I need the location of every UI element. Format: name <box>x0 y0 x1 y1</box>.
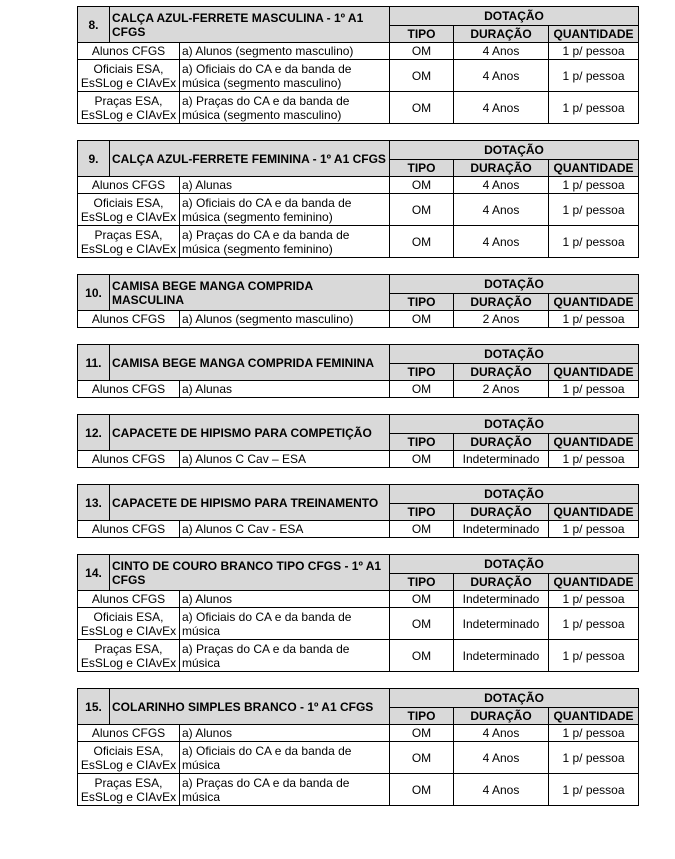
quantidade-cell: 1 p/ pessoa <box>549 60 639 92</box>
tipo-cell: OM <box>390 774 454 806</box>
duracao-header: DURAÇÃO <box>454 160 549 177</box>
beneficiary-cell: Alunos CFGS <box>78 177 180 194</box>
description-cell: a) Oficiais do CA e da banda de música (segmento masculino) <box>180 60 390 92</box>
quantidade-header: QUANTIDADE <box>549 708 639 725</box>
duracao-cell: 4 Anos <box>454 194 549 226</box>
quantidade-cell: 1 p/ pessoa <box>549 774 639 806</box>
dotacao-header: DOTAÇÃO <box>390 345 639 364</box>
dotacao-header: DOTAÇÃO <box>390 141 639 160</box>
duracao-header: DURAÇÃO <box>454 294 549 311</box>
quantidade-header: QUANTIDADE <box>549 364 639 381</box>
table-row <box>78 311 639 328</box>
quantidade-header: QUANTIDADE <box>549 26 639 43</box>
item-number: 10. <box>78 275 110 311</box>
quantidade-header: QUANTIDADE <box>549 434 639 451</box>
dotacao-header: DOTAÇÃO <box>390 275 639 294</box>
duracao-header: DURAÇÃO <box>454 504 549 521</box>
duracao-cell: 4 Anos <box>454 177 549 194</box>
description-cell: a) Praças do CA e da banda de música (segmento masculino) <box>180 92 390 124</box>
tipo-cell: OM <box>390 311 454 328</box>
description-cell: a) Alunos <box>180 591 390 608</box>
quantidade-cell: 1 p/ pessoa <box>549 43 639 60</box>
table-row <box>78 591 639 608</box>
tipo-cell: OM <box>390 92 454 124</box>
table-row <box>78 43 639 60</box>
description-cell: a) Alunas <box>180 177 390 194</box>
duracao-cell: 4 Anos <box>454 742 549 774</box>
dotacao-header: DOTAÇÃO <box>390 485 639 504</box>
description-cell: a) Praças do CA e da banda de música (segmento feminino) <box>180 226 390 258</box>
quantidade-cell: 1 p/ pessoa <box>549 226 639 258</box>
beneficiary-cell: Oficiais ESA, EsSLog e CIAvEx <box>78 742 180 774</box>
quantidade-cell: 1 p/ pessoa <box>549 92 639 124</box>
beneficiary-cell: Alunos CFGS <box>78 521 180 538</box>
item-table-12 <box>77 414 639 468</box>
tipo-cell: OM <box>390 381 454 398</box>
duracao-header: DURAÇÃO <box>454 26 549 43</box>
tipo-cell: OM <box>390 60 454 92</box>
item-title: CAPACETE DE HIPISMO PARA COMPETIÇÃO <box>110 415 390 451</box>
description-cell: a) Oficiais do CA e da banda de música <box>180 742 390 774</box>
tipo-cell: OM <box>390 640 454 672</box>
table-row <box>78 60 639 92</box>
item-table-10 <box>77 274 639 328</box>
item-title: CALÇA AZUL-FERRETE FEMININA - 1º A1 CFGS <box>110 141 390 177</box>
item-number: 14. <box>78 555 110 591</box>
tipo-cell: OM <box>390 591 454 608</box>
tipo-cell: OM <box>390 177 454 194</box>
table-row <box>78 381 639 398</box>
beneficiary-cell: Alunos CFGS <box>78 591 180 608</box>
tipo-cell: OM <box>390 725 454 742</box>
description-cell: a) Praças do CA e da banda de música <box>180 774 390 806</box>
description-cell: a) Alunos C Cav - ESA <box>180 521 390 538</box>
quantidade-cell: 1 p/ pessoa <box>549 311 639 328</box>
quantidade-cell: 1 p/ pessoa <box>549 451 639 468</box>
item-table-14 <box>77 554 639 672</box>
tipo-cell: OM <box>390 521 454 538</box>
table-row <box>78 451 639 468</box>
description-cell: a) Praças do CA e da banda de música <box>180 640 390 672</box>
duracao-header: DURAÇÃO <box>454 574 549 591</box>
duracao-header: DURAÇÃO <box>454 708 549 725</box>
tipo-cell: OM <box>390 742 454 774</box>
item-title: COLARINHO SIMPLES BRANCO - 1º A1 CFGS <box>110 689 390 725</box>
beneficiary-cell: Praças ESA, EsSLog e CIAvEx <box>78 640 180 672</box>
duracao-cell: 4 Anos <box>454 92 549 124</box>
dotacao-header: DOTAÇÃO <box>390 555 639 574</box>
quantidade-cell: 1 p/ pessoa <box>549 725 639 742</box>
duracao-cell: 4 Anos <box>454 60 549 92</box>
item-title: CAPACETE DE HIPISMO PARA TREINAMENTO <box>110 485 390 521</box>
quantidade-header: QUANTIDADE <box>549 574 639 591</box>
tipo-header: TIPO <box>390 26 454 43</box>
item-number: 15. <box>78 689 110 725</box>
tipo-header: TIPO <box>390 160 454 177</box>
item-table-9 <box>77 140 639 258</box>
beneficiary-cell: Alunos CFGS <box>78 381 180 398</box>
table-row <box>78 177 639 194</box>
description-cell: a) Oficiais do CA e da banda de música <box>180 608 390 640</box>
dotacao-header: DOTAÇÃO <box>390 689 639 708</box>
item-table-13 <box>77 484 639 538</box>
table-row <box>78 742 639 774</box>
tipo-cell: OM <box>390 194 454 226</box>
duracao-cell: 4 Anos <box>454 226 549 258</box>
duracao-cell: Indeterminado <box>454 591 549 608</box>
item-table-11 <box>77 344 639 398</box>
table-row <box>78 774 639 806</box>
item-table-8 <box>77 6 639 124</box>
duracao-header: DURAÇÃO <box>454 434 549 451</box>
tipo-cell: OM <box>390 226 454 258</box>
item-number: 12. <box>78 415 110 451</box>
item-title: CAMISA BEGE MANGA COMPRIDA FEMININA <box>110 345 390 381</box>
beneficiary-cell: Alunos CFGS <box>78 311 180 328</box>
quantidade-header: QUANTIDADE <box>549 160 639 177</box>
item-title: CINTO DE COURO BRANCO TIPO CFGS - 1º A1 CFGS <box>110 555 390 591</box>
table-row <box>78 521 639 538</box>
beneficiary-cell: Oficiais ESA, EsSLog e CIAvEx <box>78 60 180 92</box>
quantidade-cell: 1 p/ pessoa <box>549 608 639 640</box>
beneficiary-cell: Oficiais ESA, EsSLog e CIAvEx <box>78 194 180 226</box>
table-row <box>78 226 639 258</box>
quantidade-cell: 1 p/ pessoa <box>549 177 639 194</box>
item-table-15 <box>77 688 639 806</box>
duracao-cell: 2 Anos <box>454 311 549 328</box>
item-title: CAMISA BEGE MANGA COMPRIDA MASCULINA <box>110 275 390 311</box>
tipo-cell: OM <box>390 43 454 60</box>
duracao-cell: 4 Anos <box>454 774 549 806</box>
duracao-cell: Indeterminado <box>454 521 549 538</box>
quantidade-header: QUANTIDADE <box>549 294 639 311</box>
beneficiary-cell: Alunos CFGS <box>78 725 180 742</box>
quantidade-cell: 1 p/ pessoa <box>549 591 639 608</box>
quantidade-cell: 1 p/ pessoa <box>549 640 639 672</box>
tipo-header: TIPO <box>390 504 454 521</box>
tipo-header: TIPO <box>390 434 454 451</box>
tipo-cell: OM <box>390 608 454 640</box>
tipo-cell: OM <box>390 451 454 468</box>
quantidade-cell: 1 p/ pessoa <box>549 194 639 226</box>
beneficiary-cell: Praças ESA, EsSLog e CIAvEx <box>78 226 180 258</box>
item-number: 9. <box>78 141 110 177</box>
description-cell: a) Alunos (segmento masculino) <box>180 311 390 328</box>
quantidade-cell: 1 p/ pessoa <box>549 381 639 398</box>
duracao-cell: 4 Anos <box>454 43 549 60</box>
tipo-header: TIPO <box>390 708 454 725</box>
item-number: 8. <box>78 7 110 43</box>
description-cell: a) Alunos (segmento masculino) <box>180 43 390 60</box>
uniform-allotment-document <box>77 6 638 822</box>
beneficiary-cell: Praças ESA, EsSLog e CIAvEx <box>78 774 180 806</box>
duracao-header: DURAÇÃO <box>454 364 549 381</box>
duracao-cell: 4 Anos <box>454 725 549 742</box>
item-number: 11. <box>78 345 110 381</box>
tipo-header: TIPO <box>390 294 454 311</box>
quantidade-header: QUANTIDADE <box>549 504 639 521</box>
item-title: CALÇA AZUL-FERRETE MASCULINA - 1º A1 CFGS <box>110 7 390 43</box>
duracao-cell: Indeterminado <box>454 451 549 468</box>
duracao-cell: Indeterminado <box>454 608 549 640</box>
tipo-header: TIPO <box>390 574 454 591</box>
dotacao-header: DOTAÇÃO <box>390 7 639 26</box>
description-cell: a) Alunos <box>180 725 390 742</box>
tipo-header: TIPO <box>390 364 454 381</box>
duracao-cell: Indeterminado <box>454 640 549 672</box>
quantidade-cell: 1 p/ pessoa <box>549 521 639 538</box>
quantidade-cell: 1 p/ pessoa <box>549 742 639 774</box>
table-row <box>78 92 639 124</box>
beneficiary-cell: Alunos CFGS <box>78 43 180 60</box>
dotacao-header: DOTAÇÃO <box>390 415 639 434</box>
table-row <box>78 608 639 640</box>
description-cell: a) Alunas <box>180 381 390 398</box>
table-row <box>78 194 639 226</box>
table-row <box>78 725 639 742</box>
beneficiary-cell: Praças ESA, EsSLog e CIAvEx <box>78 92 180 124</box>
duracao-cell: 2 Anos <box>454 381 549 398</box>
description-cell: a) Oficiais do CA e da banda de música (segmento feminino) <box>180 194 390 226</box>
beneficiary-cell: Oficiais ESA, EsSLog e CIAvEx <box>78 608 180 640</box>
description-cell: a) Alunos C Cav – ESA <box>180 451 390 468</box>
table-row <box>78 640 639 672</box>
beneficiary-cell: Alunos CFGS <box>78 451 180 468</box>
item-number: 13. <box>78 485 110 521</box>
